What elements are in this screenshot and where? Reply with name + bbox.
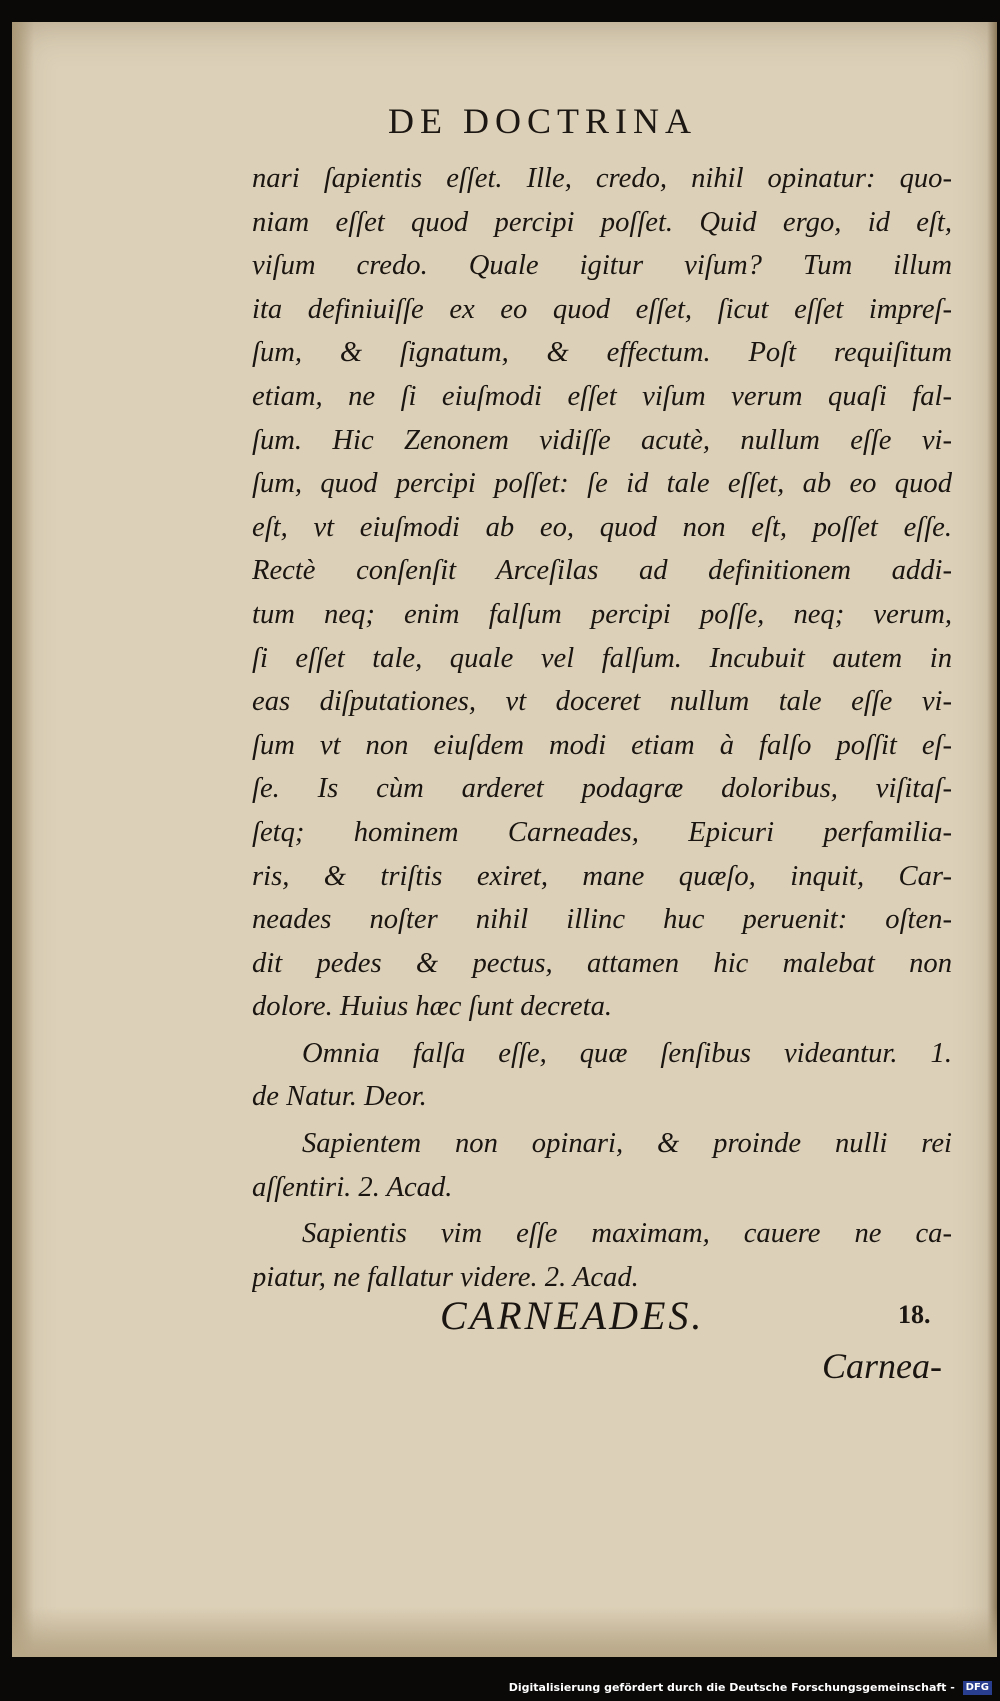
catchword: Carnea- (822, 1346, 942, 1386)
digitization-credit (509, 1679, 992, 1697)
decretum-line: Sapientis vim eſſe maximam, cauere ne ca- (302, 1218, 952, 1250)
section-heading: CARNEADES. (440, 1293, 705, 1338)
section-heading-row (440, 1292, 940, 1342)
body-text (252, 157, 952, 1299)
text-line: dolore. Huius hæc ſunt decreta. (252, 991, 613, 1023)
section-number: 18. (898, 1300, 931, 1329)
text-line: ris, & triſtis exiret, mane quæſo, inquit, Car- (252, 860, 952, 892)
decretum-line: aſſentiri. 2. Acad. (252, 1171, 453, 1203)
text-line: Rectè conſenſit Arceſilas ad definitionem addi- (252, 555, 952, 587)
text-line: ſum. Hic Zenonem vidiſſe acutè, nullum eſſe vi- (252, 424, 952, 456)
text-line: ita definiuiſſe ex eo quod eſſet, ſicut eſſet impreſ- (252, 293, 952, 325)
running-head: DE DOCTRINA (388, 101, 697, 141)
page-edge (987, 22, 997, 1657)
text-line: ſi eſſet tale, quale vel falſum. Incubuit autem in (252, 642, 952, 674)
text-line: neades noſter nihil illinc huc peruenit: oſten- (252, 904, 952, 936)
text-line: ſetq; hominem Carneades, Epicuri perfamilia- (252, 816, 952, 848)
text-line: nari ſapientis eſſet. Ille, credo, nihil opinatur: quo- (252, 163, 952, 194)
text-line: ſe. Is cùm arderet podagræ doloribus, viſitaſ- (252, 773, 952, 805)
text-line: niam eſſet quod percipi poſſet. Quid ergo, id eſt, (252, 206, 952, 238)
text-line: dit pedes & pectus, attamen hic malebat non (252, 947, 952, 979)
decretum-line: Sapientem non opinari, & proinde nulli rei (302, 1128, 952, 1160)
decretum-1 (252, 1032, 952, 1119)
text-line: ſum, quod percipi poſſet: ſe id tale eſſet, ab eo quod (252, 468, 952, 500)
decretum-line: Omnia falſa eſſe, quæ ſenſibus videantur. 1. (302, 1037, 952, 1069)
text-line: ſum vt non eiuſdem modi etiam à falſo poſſit eſ- (252, 729, 952, 761)
decretum-2 (252, 1122, 952, 1209)
text-line: eas diſputationes, vt doceret nullum tale eſſe vi- (252, 686, 952, 718)
text-line: viſum credo. Quale igitur viſum? Tum illum (252, 250, 952, 282)
text-line: etiam, ne ſi eiuſmodi eſſet viſum verum quaſi fal- (252, 380, 952, 412)
page-bottom-shadow (12, 1607, 997, 1657)
decretum-3 (252, 1212, 952, 1299)
credit-text: Digitalisierung gefördert durch die Deutsche Forschungsgemeinschaft - (508, 1681, 955, 1694)
dfg-logo: DFG (963, 1681, 992, 1695)
gutter-shadow (12, 22, 34, 1657)
decretum-line: de Natur. Deor. (252, 1081, 427, 1113)
text-line: eſt, vt eiuſmodi ab eo, quod non eſt, poſſet eſſe. (252, 511, 952, 543)
text-line: tum neq; enim falſum percipi poſſe, neq; verum, (252, 598, 952, 630)
decretum-line: piatur, ne fallatur videre. 2. Acad. (252, 1261, 639, 1293)
text-line: ſum, & ſignatum, & effectum. Poſt requiſitum (252, 337, 952, 369)
